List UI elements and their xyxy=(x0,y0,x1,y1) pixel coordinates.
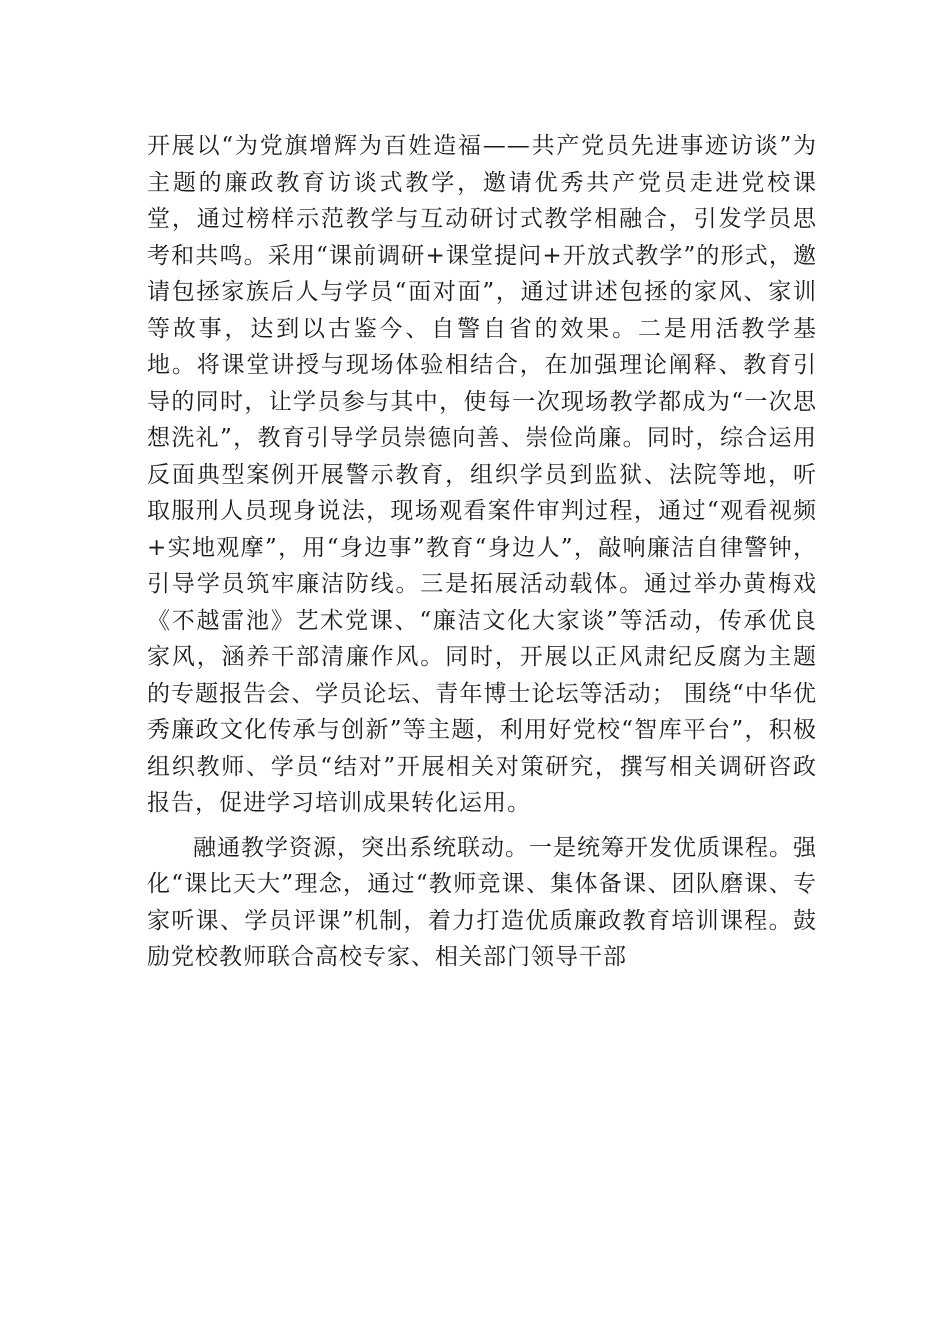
paragraph-continued: 开展以“为党旗增辉为百姓造福——共产党员先进事迹访谈”为主题的廉政教育访谈式教学，邀请优秀共产党员走进党校课堂，通过榜样示范教学与互动研讨式教学相融合，引发学员思考和共鸣。采用“课前调研+课堂提问+开放式教学”的形式，邀请包拯家族后人与学员“面对面”，通过讲述包拯的家风、家训等故事，达到以古鉴今、自警自省的效果。二是用活教学基地。将课堂讲授与现场体验相结合，在加强理论阐释、教育引导的同时，让学员参与其中，使每一次现场教学都成为“一次思想洗礼”，教育引导学员崇德向善、崇俭尚廉。同时，综合运用反面典型案例开展警示教育，组织学员到监狱、法院等地，听取服刑人员现身说法，现场观看案件审判过程，通过“观看视频+实地观摩”，用“身边事”教育“身边人”，敲响廉洁自律警钟，引导学员筑牢廉洁防线。三是拓展活动载体。通过举办黄梅戏《不越雷池》艺术党课、“廉洁文化大家谈”等活动，传承优良家风，涵养干部清廉作风。同时，开展以正风肃纪反腐为主题的专题报告会、学员论坛、青年博士论坛等活动； 围绕“中华优秀廉政文化传承与创新”等主题，利用好党校“智库平台”，积极组织教师、学员“结对”开展相关对策研究，撰写相关调研咨政报告，促进学习培训成果转化运用。 xyxy=(147,133,817,816)
paragraph-teaching-resources: 融通教学资源，突出系统联动。一是统筹开发优质课程。强化“课比天大”理念，通过“教师竞课、集体备课、团队磨课、专家听课、学员评课”机制，着力打造优质廉政教育培训课程。鼓励党校教师联合高校专家、相关部门领导干部 xyxy=(147,834,817,970)
document-body xyxy=(147,128,817,976)
